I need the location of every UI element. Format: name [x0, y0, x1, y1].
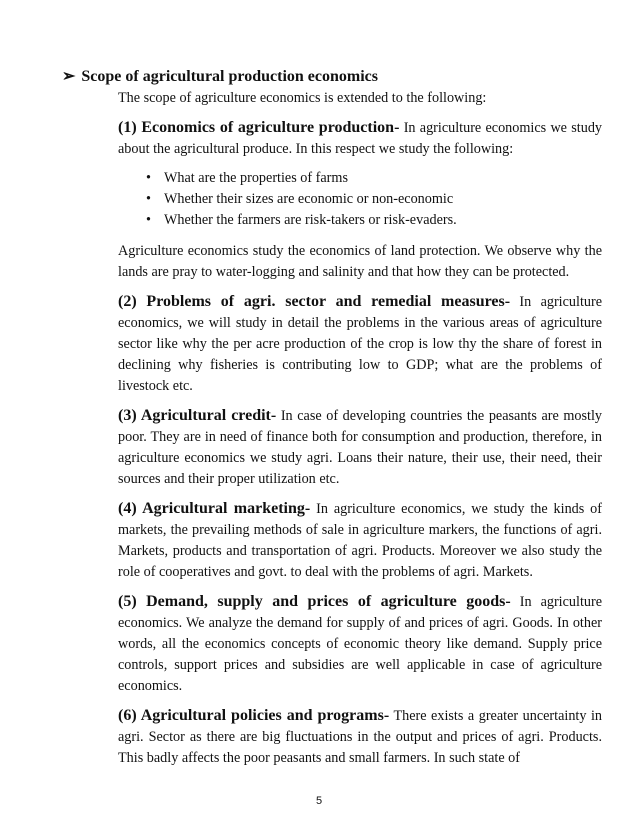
item-4-text: In agriculture economics, we study the kinds of markets, the prevailing methods of sale in agriculture markers, the functions of agri. Markets, products and transportation of agri. Products. Moreover we also study the role of cooperatives and govt. to deal with the problems of agri. Markets.: [118, 501, 602, 580]
item-3-title: (3) Agricultural credit-: [118, 407, 277, 424]
item-5-text: In agriculture economics. We analyze the demand for supply of and prices of agri. Goods. In other words, all the economics concepts of economic theory like demand. Supply price controls, support prices and subsidies are well applicable in case of agriculture economics.: [118, 594, 603, 694]
item-6: [118, 705, 602, 769]
item-5: [118, 591, 602, 697]
item-1: [118, 117, 602, 160]
bullet-dot-icon: •: [146, 191, 151, 207]
item-4-title: (4) Agricultural marketing-: [118, 500, 311, 517]
item-2-text: In agriculture economics, we will study in detail the problems in the various areas of agriculture sector like why the per acre production of the crop is low thy the share of forest in declining why fisheries is contributing low to GDP; what are the problems of livestock etc.: [118, 294, 603, 394]
intro-text: The scope of agriculture economics is extended to the following:: [118, 90, 487, 106]
item-6-text: There exists a greater uncertainty in agri. Sector as there are big fluctuations in the output and prices of agri. Products. This badly affects the poor peasants and small farmers. In such state of: [118, 708, 603, 766]
bullet-dot-icon: •: [146, 170, 151, 186]
bullet-dot-icon: •: [146, 212, 151, 228]
section-heading: [62, 66, 378, 86]
item-2-title: (2) Problems of agri. sector and remedial measures-: [118, 293, 511, 310]
item-3: [118, 405, 602, 490]
item-1-title: (1) Economics of agriculture production-: [118, 119, 400, 136]
bullet-list: [146, 168, 602, 231]
list-item: • Whether their sizes are economic or non-economic: [146, 189, 602, 210]
item-3-text: In case of developing countries the peasants are mostly poor. They are in need of finance both for consumption and production, therefore, in agriculture economics we study agri. Loans their nature, their use, their need, their sources and their proper utilization etc.: [118, 408, 603, 487]
item-1-text: In agriculture economics we study about the agricultural produce. In this respect we study the following:: [118, 120, 603, 157]
item-2: [118, 291, 602, 397]
item-4: [118, 498, 602, 583]
document-body: [118, 88, 602, 777]
section-title: Scope of agricultural production economics: [81, 68, 378, 85]
page-number: 5: [315, 795, 323, 807]
list-item: • What are the properties of farms: [146, 168, 602, 189]
land-protection-paragraph: Agriculture economics study the economics of land protection. We observe why the lands are pray to water-logging and salinity and that how they can be protected.: [118, 243, 602, 280]
item-5-title: (5) Demand, supply and prices of agriculture goods-: [118, 593, 511, 610]
list-item: • Whether the farmers are risk-takers or risk-evaders.: [146, 210, 602, 231]
arrow-bullet-icon: ➢: [62, 68, 76, 85]
item-6-title: (6) Agricultural policies and programs-: [118, 707, 390, 724]
